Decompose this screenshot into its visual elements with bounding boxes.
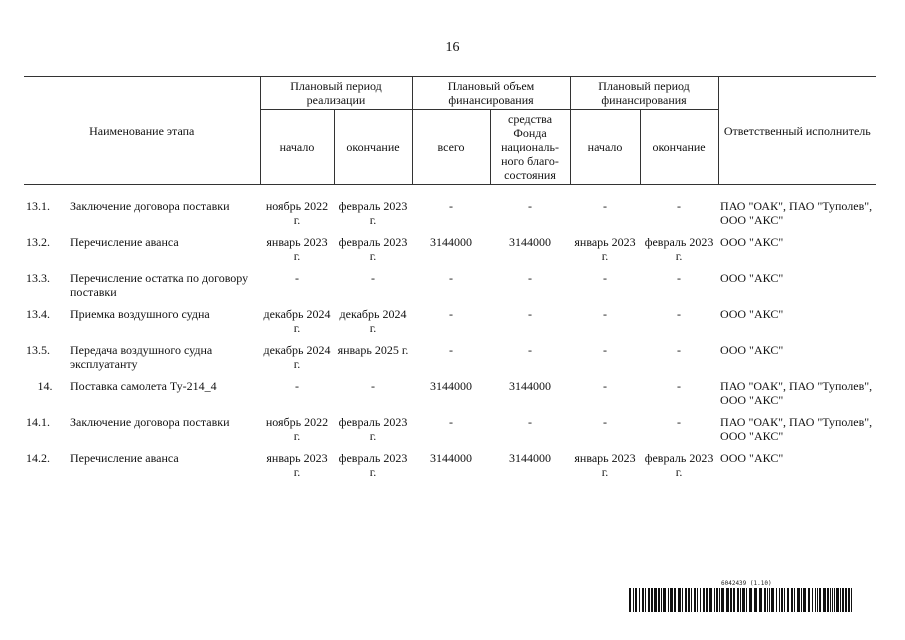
row-name: Заключение договора поставки xyxy=(70,415,230,429)
barcode-image xyxy=(629,588,855,612)
row-total: - xyxy=(449,307,454,321)
row-start: - xyxy=(295,379,299,393)
row-total: - xyxy=(449,199,454,213)
row-number: 13.5. xyxy=(26,343,50,357)
row-end: - xyxy=(371,271,375,285)
header-start: начало xyxy=(260,110,334,185)
row-total: - xyxy=(449,415,454,429)
row-executor: ООО "АКС" xyxy=(720,343,784,357)
table-row xyxy=(24,451,876,487)
row-fin-end: февраль 2023 г. xyxy=(644,451,714,479)
row-start: январь 2023 г. xyxy=(266,235,328,263)
row-fin-start: январь 2023 г. xyxy=(574,451,636,479)
row-executor: ПАО "ОАК", ПАО "Туполев", ООО "АКС" xyxy=(720,199,873,227)
row-fin-end: - xyxy=(677,307,682,321)
row-fin-end: февраль 2023 г. xyxy=(644,235,714,263)
row-end: январь 2025 г. xyxy=(337,343,409,357)
row-end: декабрь 2024 г. xyxy=(339,307,407,335)
row-start: декабрь 2024 г. xyxy=(263,307,331,335)
row-fund: - xyxy=(528,307,533,321)
row-name: Перечисление остатка по договору поставки xyxy=(70,271,249,299)
row-fund: - xyxy=(528,415,533,429)
row-end: февраль 2023 г. xyxy=(338,199,408,227)
row-fund: 3144000 xyxy=(509,451,552,465)
row-start: - xyxy=(295,271,299,285)
row-name: Перечисление аванса xyxy=(70,235,179,249)
row-number: 13.4. xyxy=(26,307,50,321)
header-executor: Ответственный исполнитель xyxy=(718,77,876,185)
row-executor: ПАО "ОАК", ПАО "Туполев", ООО "АКС" xyxy=(720,415,873,443)
row-total: 3144000 xyxy=(430,379,473,393)
barcode-caption: 6042439 (1.10) xyxy=(721,580,772,587)
table-row xyxy=(24,343,876,379)
row-name: Заключение договора поставки xyxy=(70,199,230,213)
row-name: Приемка воздушного судна xyxy=(70,307,210,321)
row-fin-start: - xyxy=(603,307,608,321)
row-number: 14. xyxy=(37,379,53,393)
row-name: Поставка самолета Ту-214_4 xyxy=(70,379,217,393)
row-fin-end: - xyxy=(677,379,682,393)
row-end: - xyxy=(371,379,375,393)
row-fund: - xyxy=(528,271,533,285)
table-row xyxy=(24,271,876,307)
stages-table xyxy=(24,76,876,487)
row-start: декабрь 2024 г. xyxy=(263,343,331,371)
row-fin-start: - xyxy=(603,379,608,393)
row-fund: 3144000 xyxy=(509,235,552,249)
row-total: - xyxy=(449,343,454,357)
row-executor: ПАО "ОАК", ПАО "Туполев", ООО "АКС" xyxy=(720,379,873,407)
header-total: всего xyxy=(412,110,490,185)
row-end: февраль 2023 г. xyxy=(338,235,408,263)
row-name: Передача воздушного судна эксплуатанту xyxy=(70,343,213,371)
table-row xyxy=(24,415,876,451)
row-fin-start: - xyxy=(603,415,608,429)
header-plan-period-fin: Плановый период финансирования xyxy=(570,77,718,110)
row-number: 14.1. xyxy=(26,415,50,429)
table-row xyxy=(24,379,876,415)
row-fin-end: - xyxy=(677,343,682,357)
row-number: 13.2. xyxy=(26,235,50,249)
row-fin-end: - xyxy=(677,199,682,213)
row-number: 14.2. xyxy=(26,451,50,465)
row-fin-end: - xyxy=(677,415,682,429)
row-executor: ООО "АКС" xyxy=(720,307,784,321)
row-fund: 3144000 xyxy=(509,379,552,393)
header-fin-end: окончание xyxy=(640,110,718,185)
row-total: 3144000 xyxy=(430,235,473,249)
header-stage-name: Наименование этапа xyxy=(24,77,260,185)
row-total: - xyxy=(449,271,454,285)
header-fin-start: начало xyxy=(570,110,640,185)
row-fin-start: январь 2023 г. xyxy=(574,235,636,263)
row-fin-end: - xyxy=(677,271,682,285)
table-row xyxy=(24,199,876,235)
header-row-top xyxy=(24,77,876,110)
row-fin-start: - xyxy=(603,343,608,357)
row-start: ноябрь 2022 г. xyxy=(265,199,329,227)
header-end: окончание xyxy=(334,110,412,185)
barcode-block xyxy=(629,580,855,612)
row-number: 13.1. xyxy=(26,199,50,213)
row-executor: ООО "АКС" xyxy=(720,235,784,249)
row-fin-start: - xyxy=(603,199,608,213)
row-name: Перечисление аванса xyxy=(70,451,179,465)
header-fund: средства Фонда националь-ного благо-состояния xyxy=(490,110,570,185)
row-start: ноябрь 2022 г. xyxy=(265,415,329,443)
row-fund: - xyxy=(528,199,533,213)
table-row xyxy=(24,235,876,271)
header-plan-volume: Плановый объем финансирования xyxy=(412,77,570,110)
row-fin-start: - xyxy=(603,271,608,285)
row-end: февраль 2023 г. xyxy=(338,415,408,443)
row-start: январь 2023 г. xyxy=(266,451,328,479)
row-fund: - xyxy=(528,343,533,357)
row-executor: ООО "АКС" xyxy=(720,451,784,465)
page-number: 16 xyxy=(445,40,460,55)
row-executor: ООО "АКС" xyxy=(720,271,784,285)
row-total: 3144000 xyxy=(430,451,473,465)
table-row xyxy=(24,307,876,343)
row-number: 13.3. xyxy=(26,271,50,285)
row-end: февраль 2023 г. xyxy=(338,451,408,479)
header-plan-period-impl: Плановый период реализации xyxy=(260,77,412,110)
